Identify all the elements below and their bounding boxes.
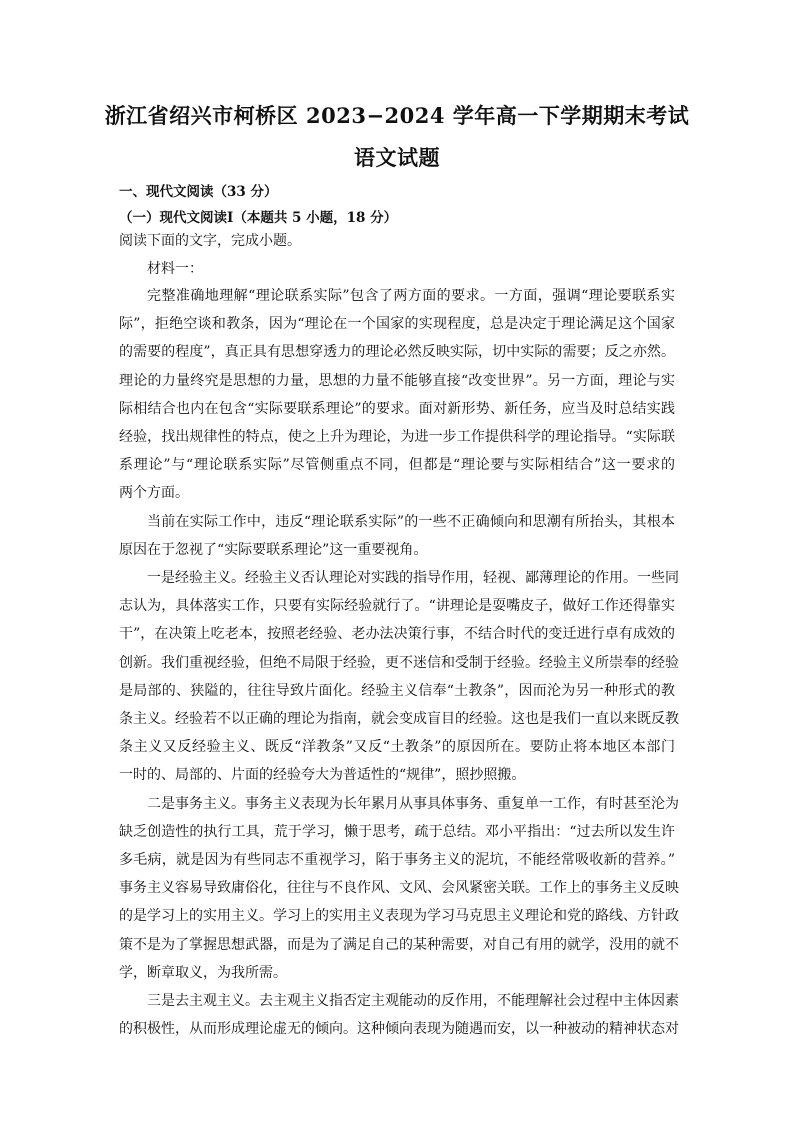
document-subtitle: 语文试题: [354, 145, 440, 170]
body-line: 是局部的、狭隘的，往往导致片面化。经验主义信奉“土教条”，因而沦为另一种形式的教: [119, 682, 675, 699]
body-line: 二是事务主义。事务主义表现为长年累月从事具体事务、重复单一工作，有时甚至沦为: [147, 795, 679, 812]
subsection-heading: （一）现代文阅读Ⅰ（本题共 5 小题，18 分）: [119, 210, 398, 226]
body-line: 创新。我们重视经验，但绝不局限于经验，更不迷信和受制于经验。经验主义所崇奉的经验: [119, 654, 679, 671]
body-line: 系理论”与“理论联系实际”尽管侧重点不同，但都是“理论要与实际相结合”这一要求的: [119, 457, 675, 474]
body-line: 际相结合也内在包含“实际要联系理论”的要求。面对新形势、新任务，应当及时总结实践: [119, 400, 675, 417]
body-line: 一是经验主义。经验主义否认理论对实践的指导作用，轻视、鄙薄理论的作用。一些同: [147, 570, 679, 586]
body-line: 当前在实际工作中，违反“理论联系实际”的一些不正确倾向和思潮有所抬头，其根本: [147, 513, 675, 530]
material-label: 材料一：: [147, 261, 203, 277]
body-line: 的需要的程度”，真正具有思想穿透力的理论必然反映实际，切中实际的需要；反之亦然。: [119, 344, 675, 361]
body-line: 经验，找出规律性的特点，使之上升为理论，为进一步工作提供科学的理论指导。“实际联: [119, 429, 675, 445]
body-line: 理论的力量终究是思想的力量，思想的力量不能够直接“改变世界”。另一方面，理论与实: [119, 372, 675, 389]
body-line: 干”，在决策上吃老本，按照老经验、老办法决策行事，不结合时代的变迁进行卓有成效的: [119, 626, 675, 643]
body-line: 条主义。经验若不以正确的理论为指南，就会变成盲目的经验。这也是我们一直以来既反教: [119, 711, 679, 727]
body-line: 策不是为了掌握思想武器，而是为了满足自己的某种需要，对自己有用的就学，没用的就不: [119, 936, 679, 953]
body-line: 的积极性，从而形成理论虚无的倾向。这种倾向表现为随遇而安，以一种被动的精神状态对: [119, 1021, 679, 1038]
section-heading: 一、现代文阅读（33 分）: [119, 184, 278, 200]
body-line: 一时的、局部的、片面的经验夸大为普适性的“规律”，照抄照搬。: [119, 767, 526, 784]
body-line: 的是学习上的实用主义。学习上的实用主义表现为学习马克思主义理论和党的路线、方针政: [119, 908, 679, 925]
body-line: 学，断章取义，为我所需。: [119, 964, 287, 981]
body-line: 原因在于忽视了“实际要联系理论”这一重要视角。: [119, 541, 428, 558]
body-line: 际”，拒绝空谈和教条，因为“理论在一个国家的实现程度，总是决定于理论满足这个国家: [119, 316, 675, 333]
body-line: 完整准确地理解“理论联系实际”包含了两方面的要求。一方面，强调“理论要联系实: [147, 288, 675, 304]
body-line: 多毛病，就是因为有些同志不重视学习，陷于事务主义的泥坑，不能经常吸收新的营养。”: [119, 852, 675, 868]
body-line: 缺乏创造性的执行工具，荒于学习，懒于思考，疏于总结。邓小平指出：“过去所以发生许: [119, 823, 675, 840]
body-line: 条主义又反经验主义、既反“洋教条”又反“土教条”的原因所在。要防止将本地区本部门: [119, 739, 675, 756]
body-line: 三是去主观主义。去主观主义指否定主观能动的反作用，不能理解社会过程中主体因素: [147, 993, 679, 1009]
body-line: 志认为，具体落实工作，只要有实际经验就行了。“讲理论是耍嘴皮子，做好工作还得靠实: [119, 598, 675, 615]
body-line: 事务主义容易导致庸俗化，往往与不良作风、文风、会风紧密关联。工作上的事务主义反映: [119, 880, 679, 897]
intro-text: 阅读下面的文字，完成小题。: [119, 233, 301, 249]
body-line: 两个方面。: [119, 485, 189, 502]
document-title: 浙江省绍兴市柯桥区 2023−2024 学年高一下学期期末考试: [104, 103, 690, 128]
